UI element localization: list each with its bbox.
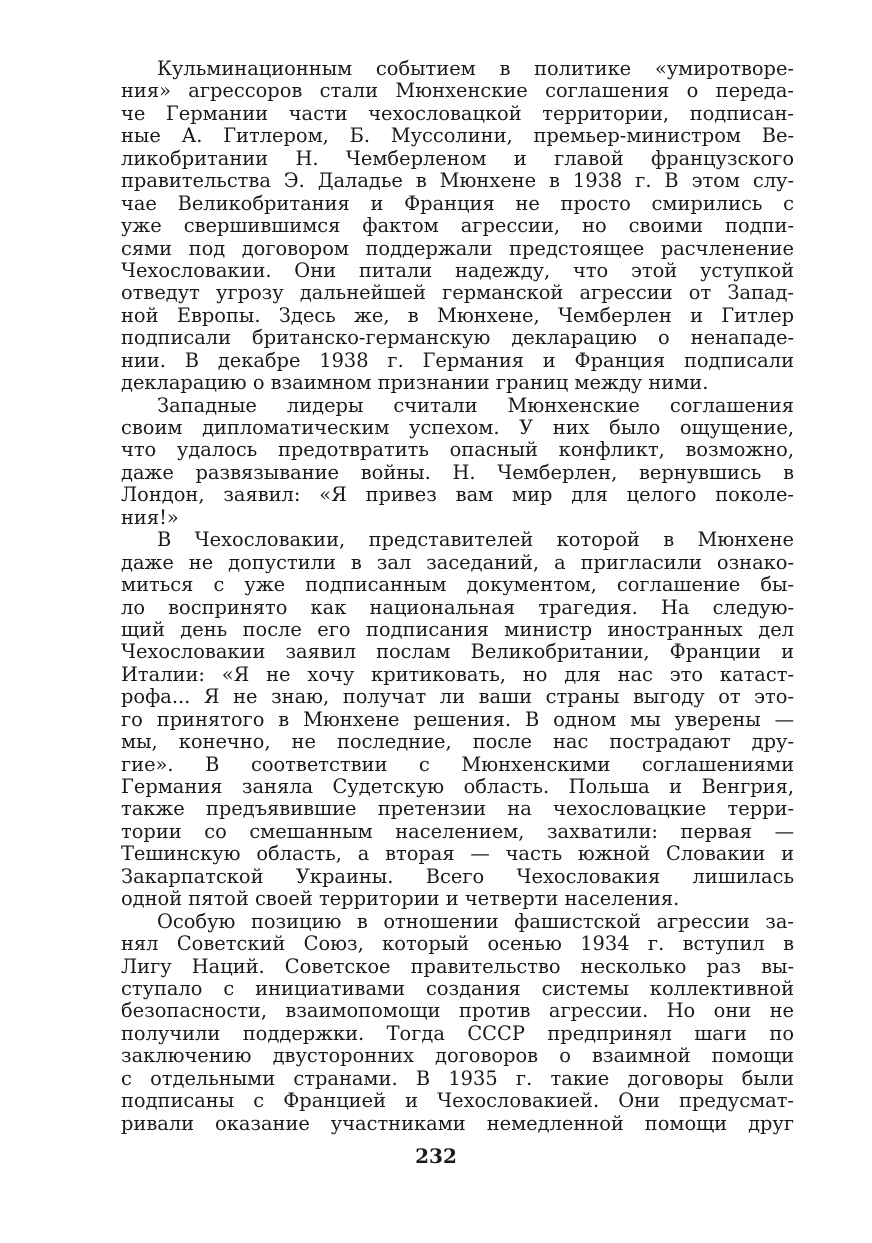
paragraph-2 xyxy=(121,395,794,530)
text-line: Особую позицию в отношении фашистской агрессии за- xyxy=(157,910,794,933)
text-line: что удалось предотвратить опасный конфликт, возможно, xyxy=(121,439,794,462)
text-line: ния» агрессоров стали Мюнхенские соглашения о переда- xyxy=(121,80,794,103)
text-line: с отдельными странами. В 1935 г. такие договоры были xyxy=(121,1067,794,1090)
text-line: также предъявившие претензии на чехословацкие терри- xyxy=(121,798,794,821)
text-line: Тешинскую область, а вторая — часть южной Словакии и xyxy=(121,843,794,866)
text-line: мы, конечно, не последние, после нас пострадают дру- xyxy=(121,731,794,754)
page-body xyxy=(121,58,794,1135)
text-line: Закарпатской Украины. Всего Чехословакия лишилась xyxy=(121,865,794,888)
text-line: Западные лидеры считали Мюнхенские соглашения xyxy=(157,394,794,417)
text-line: декларацию о взаимном признании границ между ними. xyxy=(121,372,709,395)
text-line: правительства Э. Даладье в Мюнхене в 1938 г. В этом слу- xyxy=(121,170,794,193)
text-line: че Германии части чехословацкой территории, подписан- xyxy=(121,102,794,125)
text-line: безопасности, взаимопомощи против агрессии. Но они не xyxy=(121,1000,794,1023)
text-line: получили поддержки. Тогда СССР предпринял шаги по xyxy=(121,1022,794,1045)
text-line: гие». В соответствии с Мюнхенскими соглашениями xyxy=(121,753,794,776)
paragraph-1 xyxy=(121,58,794,395)
text-line: Чехословакии заявил послам Великобритании, Франции и xyxy=(121,641,794,664)
text-line: заключению двусторонних договоров о взаимной помощи xyxy=(121,1045,794,1068)
text-line: нии. В декабре 1938 г. Германия и Франция подписали xyxy=(121,349,794,372)
paragraph-4 xyxy=(121,911,794,1135)
text-line: даже развязывание войны. Н. Чемберлен, вернувшись в xyxy=(121,461,794,484)
text-line: своим дипломатическим успехом. У них было ощущение, xyxy=(121,417,794,439)
text-line: Германия заняла Судетскую область. Польша и Венгрия, xyxy=(121,776,794,798)
page-number: 232 xyxy=(415,1144,457,1168)
text-line: ные А. Гитлером, Б. Муссолини, премьер-министром Ве- xyxy=(121,125,794,148)
text-line: ступало с инициативами создания системы коллективной xyxy=(121,977,794,1000)
text-line: одной пятой своей территории и четверти населения. xyxy=(121,888,680,911)
text-line: рофа... Я не знаю, получат ли ваши страны выгоду от это- xyxy=(121,686,794,709)
text-line: уже свершившимся фактом агрессии, но своими подпи- xyxy=(121,215,794,238)
text-line: миться с уже подписанным документом, соглашение бы- xyxy=(121,574,794,597)
text-line: подписали британско-германскую декларацию о ненападе- xyxy=(121,327,794,350)
text-line: го принятого в Мюнхене решения. В одном мы уверены — xyxy=(121,708,794,731)
text-line: даже не допустили в зал заседаний, а пригласили ознако- xyxy=(121,551,794,574)
text-line: отведут угрозу дальнейшей германской агрессии от Запад- xyxy=(121,282,794,305)
text-line: нял Советский Союз, который осенью 1934 г. вступил в xyxy=(121,933,794,956)
text-line: Лигу Наций. Советское правительство несколько раз вы- xyxy=(121,955,794,978)
text-line: ривали оказание участниками немедленной помощи друг xyxy=(121,1112,794,1135)
text-line: ло воспринято как национальная трагедия. На следую- xyxy=(121,596,794,619)
text-line: тории со смешанным населением, захватили: первая — xyxy=(121,820,794,843)
text-line: ной Европы. Здесь же, в Мюнхене, Чемберлен и Гитлер xyxy=(121,304,794,327)
text-line: ликобритании Н. Чемберленом и главой французского xyxy=(121,147,794,170)
text-line: чае Великобритания и Франция не просто смирились с xyxy=(121,192,794,215)
text-line: Кульминационным событием в политике «умиротворе- xyxy=(157,58,794,80)
paragraph-3 xyxy=(121,529,794,910)
text-line: подписаны с Францией и Чехословакией. Они предусмат- xyxy=(121,1090,794,1113)
text-line: сями под договором поддержали предстоящее расчленение xyxy=(121,237,794,260)
text-line: В Чехословакии, представителей которой в Мюнхене xyxy=(157,529,794,552)
text-line: Чехословакии. Они питали надежду, что этой уступкой xyxy=(121,259,794,282)
text-line: Италии: «Я не хочу критиковать, но для нас это катаст- xyxy=(121,663,794,686)
text-line: Лондон, заявил: «Я привез вам мир для целого поколе- xyxy=(121,484,794,507)
text-line: ния!» xyxy=(121,506,179,529)
text-line: щий день после его подписания министр иностранных дел xyxy=(121,618,794,641)
